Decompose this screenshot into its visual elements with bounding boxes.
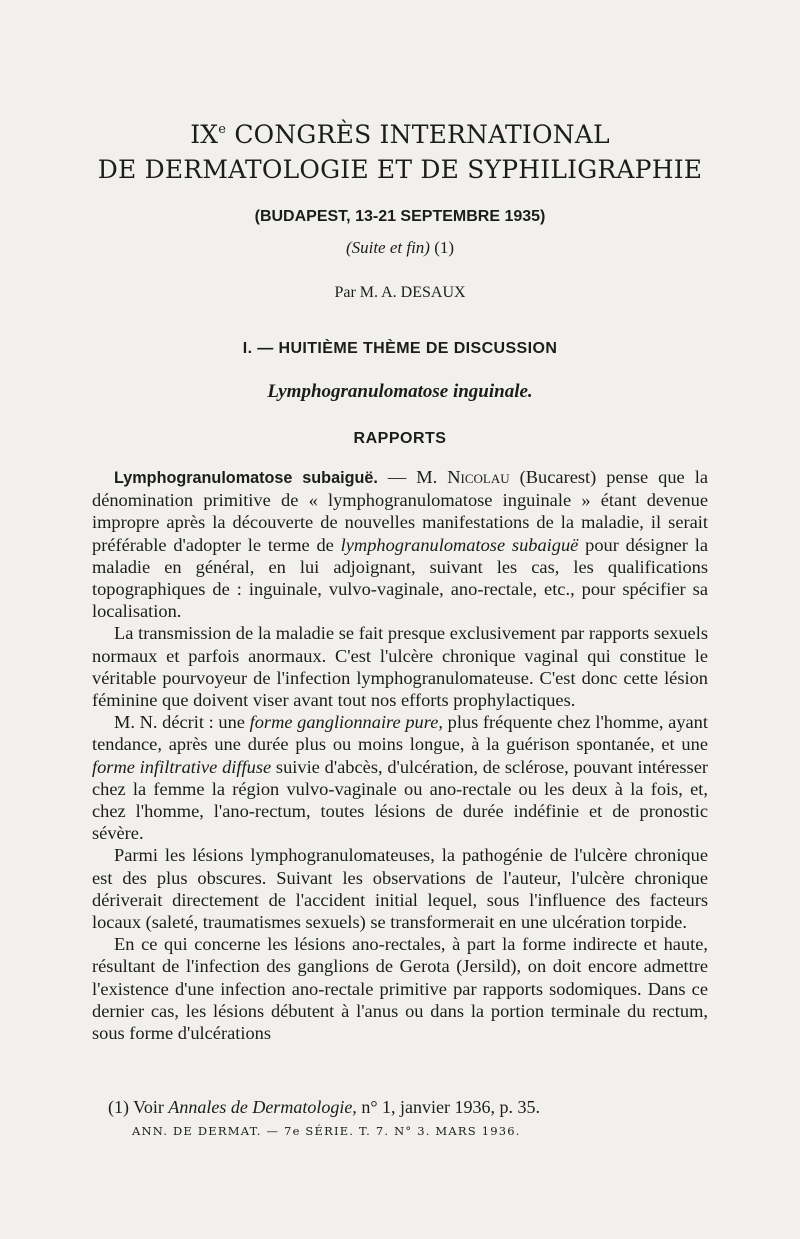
paragraph-3-text-c: suivie d'abcès, d'ulcération, de sclérose, pouvant intéresser chez la femme la région vulvo-vaginale ou ano-rectale ou les deux à la fois, et, chez l'homme, l'ano-rectum, toutes lésions de durée indéfinie et de pronostic sévère. [92,756,708,844]
title-roman: IX [190,120,219,149]
dash: — M. [377,467,448,487]
title-superscript: e [218,122,227,137]
footnote-rest: n° 1, janvier 1936, p. 35. [356,1097,540,1117]
footnote [108,1097,540,1118]
paragraph-4: Parmi les lésions lymphogranulomateuses, la pathogénie de l'ulcère chronique est des plus obscures. Suivant les observations de l'auteur, l'ulcère chronique dériverait directement de l'accident initial lequel, sous l'influence des facteurs locaux (saleté, traumatismes sexuels) se transformerait en une ulcération torpide. [92,845,708,933]
conference-subtitle: (BUDAPEST, 13-21 SEPTEMBRE 1935) [254,208,546,225]
paragraph-3-text-a: M. N. décrit : une [114,712,250,733]
footnote-mark: (1) Voir [108,1097,169,1117]
suite-text: (Suite et fin) [345,238,430,257]
author-line: Par M. A. DESAUX [334,284,466,301]
page-title-line-1 [0,120,800,149]
footnote-journal: Annales de Dermatologie, [168,1097,357,1117]
paragraph-5: En ce qui concerne les lésions ano-rectales, à part la forme indirecte et haute, résultant de l'infection des ganglions de Gerota (Jersild), on doit encore admettre l'existence d'une infection ano-rectale primitive par rapports sodomiques. Dans ce dernier cas, les lésions débutent à l'anus ou dans la portion terminale du rectum, sous forme d'ulcérations [92,934,708,1044]
paragraph-lead: Lymphogranulomatose subaiguë. [114,469,378,487]
continuation-note [0,238,800,258]
title-rest: CONGRÈS INTERNATIONAL [226,120,610,149]
paragraph-3 [92,711,708,844]
proposed-term: lymphogranulomatose subaiguë [340,534,579,555]
section-heading: RAPPORTS [353,430,447,447]
page-title-line-2: DE DERMATOLOGIE ET DE SYPHILIGRAPHIE [97,155,703,184]
paragraph-3-text-b: plus fréquente chez l'homme, ayant tendance, après une durée plus ou moins longue, à la guérison spontanée, et une [92,712,708,755]
section-theme: I. — HUITIÈME THÈME DE DISCUSSION [242,340,558,357]
form-ganglionnaire: forme ganglionnaire pure, [249,712,443,733]
article-body [92,466,708,1044]
section-topic: Lymphogranulomatose inguinale. [267,381,533,402]
form-infiltrative: forme infiltrative diffuse [92,756,272,777]
paragraph-1-text-b: pour désigner la maladie en général, en lui adjoignant, suivant les cas, les qualifications topographiques de : inguinale, vulvo-vaginale, ano-rectale, etc., pour spécifier sa localisation. [92,534,708,622]
paragraph-1-text-a: (Bucarest) pense que la dénomination primitive de « lymphogranulomatose inguinale » étant devenue impropre après la découverte de nouvelles manifestations de la maladie, il serait préférable d'adopter le terme de [92,467,708,555]
running-footer: ANN. DE DERMAT. — 7e SÉRIE. T. 7. N° 3. MARS 1936. [132,1124,521,1138]
paragraph-2: La transmission de la maladie se fait presque exclusivement par rapports sexuels normaux et parfois anormaux. C'est l'ulcère chronique vaginal qui constitue le véritable pourvoyeur de l'infection lymphogranulomateuse. C'est donc cette lésion féminine que doivent viser avant tout nos efforts prophylactiques. [92,623,708,711]
paragraph-1 [92,466,708,622]
author-name: Nicolau [447,467,510,487]
suite-footnote-ref: (1) [429,238,455,257]
